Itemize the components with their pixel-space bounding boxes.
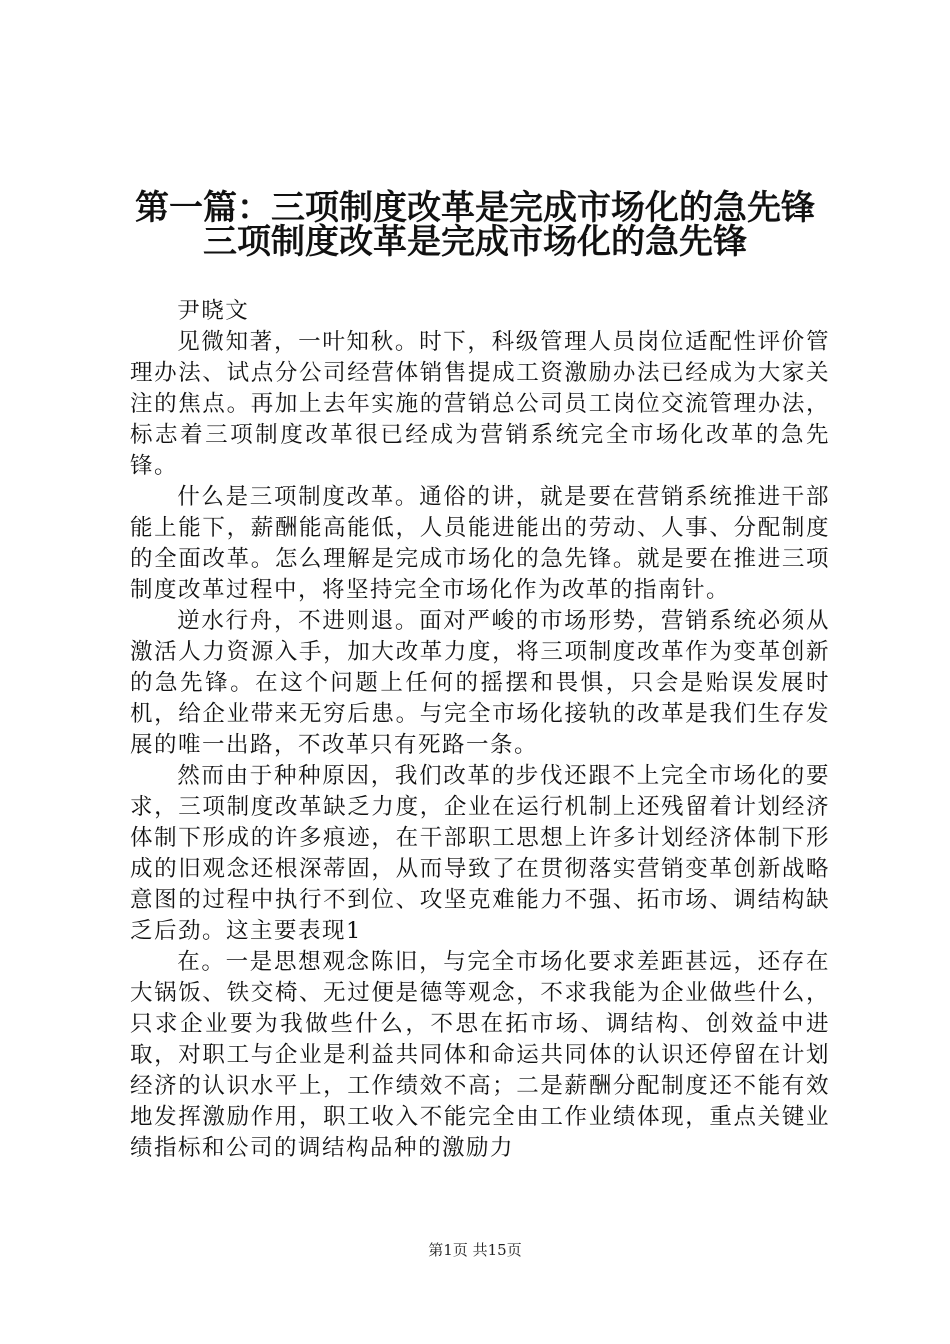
document-subtitle: 三项制度改革是完成市场化的急先锋 <box>203 222 747 262</box>
page-number-footer: 第1页 共15页 <box>428 1241 522 1259</box>
paragraph-3: 逆水行舟，不进则退。面对严峻的市场形势，营销系统必须从激活人力资源入手，加大改革力度，将三项制度改革作为变革创新的急先锋。在这个问题上任何的摇摆和畏惧，只会是贻误发展时机，给企业带来无穷后患。与完全市场化接轨的改革是我们生存发展的唯一出路，不改革只有死路一条。 <box>130 608 830 758</box>
document-body <box>130 296 830 1164</box>
author-line: 尹晓文 <box>177 298 250 324</box>
paragraph-4: 然而由于种种原因，我们改革的步伐还跟不上完全市场化的要求，三项制度改革缺乏力度，企业在运行机制上还残留着计划经济体制下形成的许多痕迹，在干部职工思想上许多计划经济体制下形成的旧观念还根深蒂固，从而导致了在贯彻落实营销变革创新战略意图的过程中执行不到位、攻坚克难能力不强、拓市场、调结构缺乏后劲。这主要表现1 <box>130 763 830 944</box>
paragraph-2: 什么是三项制度改革。通俗的讲，就是要在营销系统推进干部能上能下，薪酬能高能低，人员能进能出的劳动、人事、分配制度的全面改革。怎么理解是完成市场化的急先锋。就是要在推进三项制度改革过程中，将坚持完全市场化作为改革的指南针。 <box>130 484 830 603</box>
paragraph-1: 见微知著，一叶知秋。时下，科级管理人员岗位适配性评价管理办法、试点分公司经营体销售提成工资激励办法已经成为大家关注的焦点。再加上去年实施的营销总公司员工岗位交流管理办法，标志着三项制度改革很已经成为营销系统完全市场化改革的急先锋。 <box>130 329 830 479</box>
paragraph-5: 在。一是思想观念陈旧，与完全市场化要求差距甚远，还存在大锅饭、铁交椅、无过便是德等观念，不求我能为企业做些什么，只求企业要为我做些什么，不思在拓市场、调结构、创效益中进取，对职工与企业是利益共同体和命运共同体的认识还停留在计划经济的认识水平上，工作绩效不高；二是薪酬分配制度还不能有效地发挥激励作用，职工收入不能完全由工作业绩体现，重点关键业绩指标和公司的调结构品种的激励力 <box>130 949 830 1161</box>
document-title: 第一篇：三项制度改革是完成市场化的急先锋 <box>135 188 815 228</box>
